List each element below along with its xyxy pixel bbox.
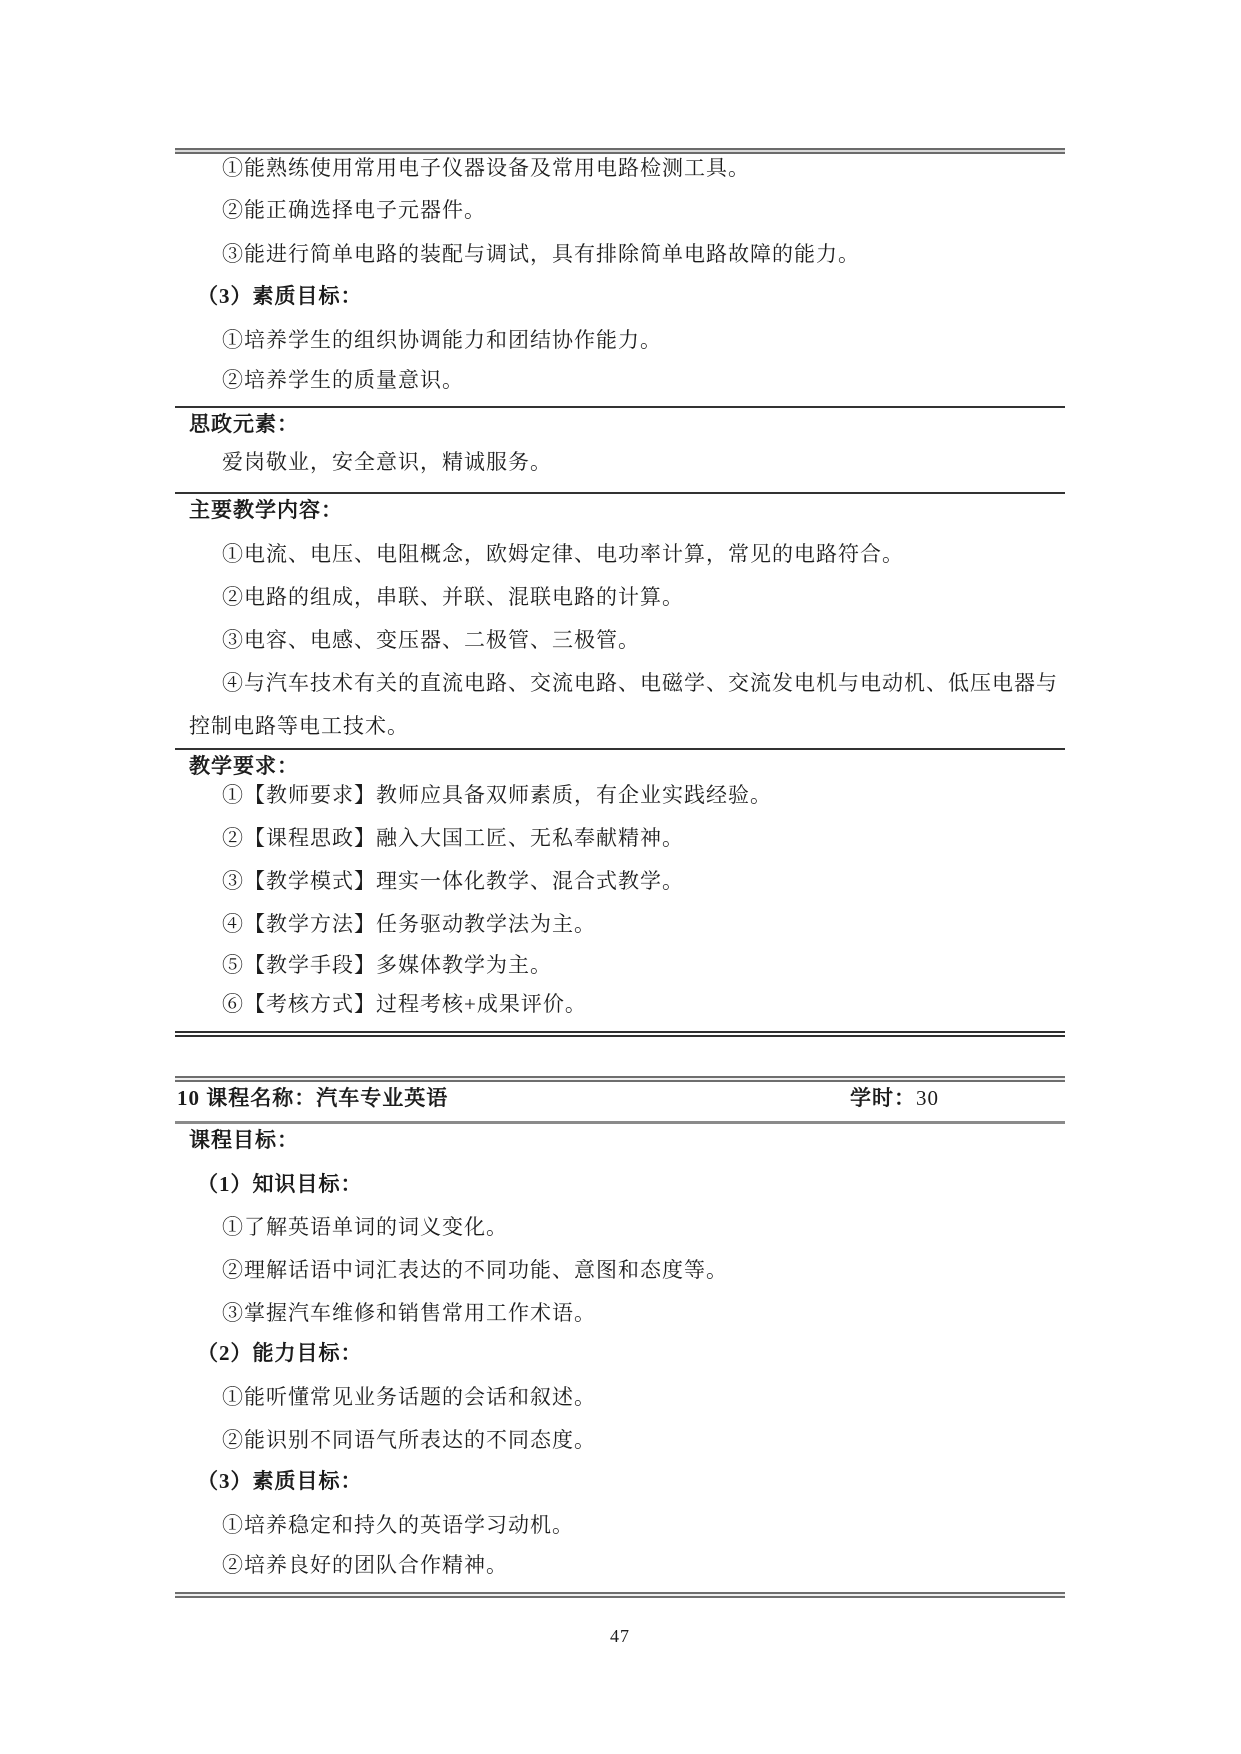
list-item-continuation: 控制电路等电工技术。 bbox=[189, 714, 409, 738]
list-item: ③能进行简单电路的装配与调试，具有排除简单电路故障的能力。 bbox=[222, 242, 860, 266]
table-bottom-border bbox=[175, 1592, 1065, 1598]
course-header-title: 10 课程名称：汽车专业英语 bbox=[177, 1086, 449, 1110]
list-item: ②能识别不同语气所表达的不同态度。 bbox=[222, 1428, 596, 1452]
list-item: ①培养稳定和持久的英语学习动机。 bbox=[222, 1513, 574, 1537]
list-item: ②【课程思政】融入大国工匠、无私奉献精神。 bbox=[222, 826, 684, 850]
teaching-content-heading: 主要教学内容： bbox=[189, 498, 343, 522]
header-row-divider bbox=[175, 1121, 1065, 1124]
list-item: ①【教师要求】教师应具备双师素质，有企业实践经验。 bbox=[222, 783, 772, 807]
ability-goal-heading: （2）能力目标： bbox=[197, 1341, 363, 1365]
list-item: ④【教学方法】任务驱动教学法为主。 bbox=[222, 912, 596, 936]
list-item: ①电流、电压、电阻概念，欧姆定律、电功率计算，常见的电路符合。 bbox=[222, 542, 904, 566]
quality-goal-heading: （3）素质目标： bbox=[197, 284, 363, 308]
course-objectives-heading: 课程目标： bbox=[189, 1128, 299, 1152]
list-item: ④与汽车技术有关的直流电路、交流电路、电磁学、交流发电机与电动机、低压电器与 bbox=[222, 671, 1058, 695]
row-divider bbox=[175, 748, 1065, 750]
list-item: ①培养学生的组织协调能力和团结协作能力。 bbox=[222, 328, 662, 352]
table-bottom-border bbox=[175, 1031, 1065, 1037]
list-item: ②培养良好的团队合作精神。 bbox=[222, 1553, 508, 1577]
list-item: ⑤【教学手段】多媒体教学为主。 bbox=[222, 953, 552, 977]
list-item: ①了解英语单词的词义变化。 bbox=[222, 1215, 508, 1239]
list-item: ②培养学生的质量意识。 bbox=[222, 368, 464, 392]
ideology-text: 爱岗敬业，安全意识，精诚服务。 bbox=[222, 450, 552, 474]
page-number: 47 bbox=[610, 1626, 630, 1646]
list-item: ②理解话语中词汇表达的不同功能、意图和态度等。 bbox=[222, 1258, 728, 1282]
list-item: ③【教学模式】理实一体化教学、混合式教学。 bbox=[222, 869, 684, 893]
list-item: ③掌握汽车维修和销售常用工作术语。 bbox=[222, 1301, 596, 1325]
row-divider bbox=[175, 492, 1065, 494]
teaching-requirements-heading: 教学要求： bbox=[189, 754, 299, 778]
list-item: ②能正确选择电子元器件。 bbox=[222, 198, 486, 222]
list-item: ①能听懂常见业务话题的会话和叙述。 bbox=[222, 1385, 596, 1409]
knowledge-goal-heading: （1）知识目标： bbox=[197, 1172, 363, 1196]
list-item: ③电容、电感、变压器、二极管、三极管。 bbox=[222, 628, 640, 652]
ideology-heading: 思政元素： bbox=[189, 412, 299, 436]
quality-goal-heading: （3）素质目标： bbox=[197, 1469, 363, 1493]
list-item: ②电路的组成，串联、并联、混联电路的计算。 bbox=[222, 585, 684, 609]
table-top-border bbox=[175, 1076, 1065, 1082]
hours-label: 学时： bbox=[850, 1086, 916, 1110]
list-item: ⑥【考核方式】过程考核+成果评价。 bbox=[222, 992, 587, 1016]
row-divider bbox=[175, 406, 1065, 408]
course-header-hours bbox=[850, 1083, 939, 1113]
list-item: ①能熟练使用常用电子仪器设备及常用电路检测工具。 bbox=[222, 156, 750, 180]
hours-value: 30 bbox=[916, 1086, 939, 1110]
